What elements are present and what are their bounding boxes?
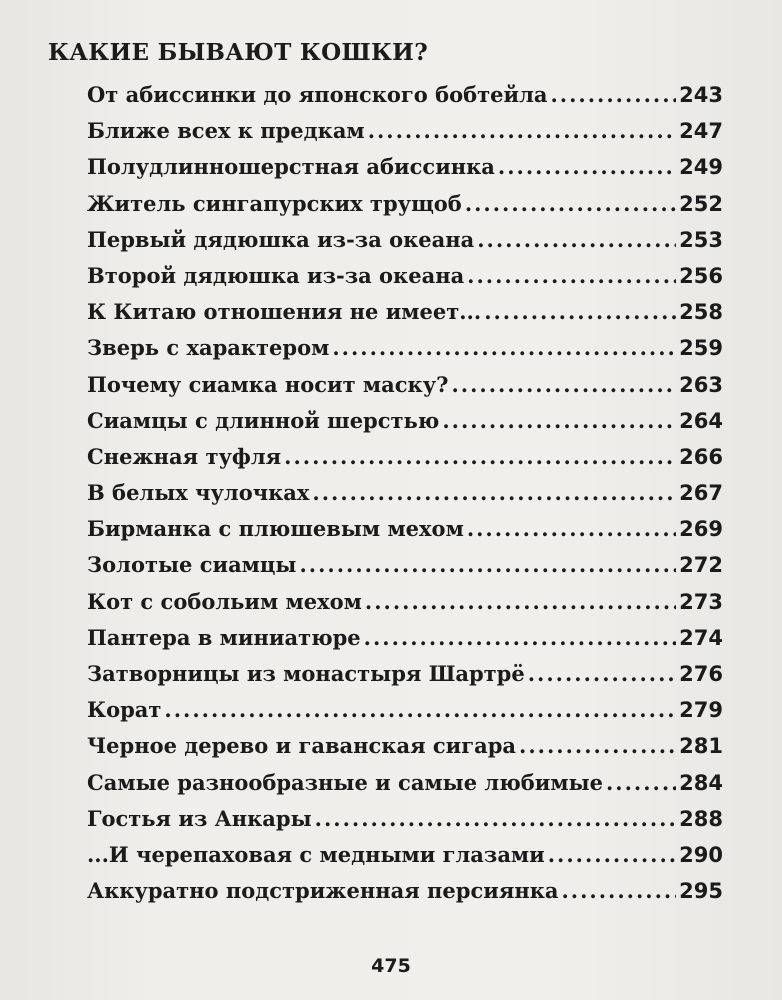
toc-entry — [87, 403, 723, 439]
toc-entry-page: 267 — [679, 481, 723, 506]
toc-entry-page: 258 — [679, 300, 723, 325]
dot-leader — [315, 801, 677, 837]
toc-entry-title: Корат — [87, 697, 162, 723]
toc-entry-page: 274 — [679, 625, 723, 650]
section-heading: КАКИЕ БЫВАЮТ КОШКИ? — [48, 39, 428, 66]
page-number: 475 — [371, 955, 411, 977]
toc-entry-title: Житель сингапурских трущоб — [87, 190, 462, 216]
toc-entry-title: Снежная туфля — [87, 443, 282, 469]
toc-entry-page: 269 — [679, 517, 723, 542]
toc-entry — [87, 294, 723, 330]
dot-leader — [606, 765, 676, 801]
toc-entry-page: 290 — [679, 842, 723, 867]
dot-leader — [284, 439, 676, 475]
toc-entry-page: 256 — [679, 263, 723, 288]
toc-entry — [87, 186, 723, 222]
toc-entry — [87, 439, 723, 475]
toc-entry-page: 247 — [679, 119, 723, 144]
toc-entry-page: 281 — [679, 734, 723, 759]
toc-entry — [87, 258, 723, 294]
dot-leader — [164, 692, 676, 728]
toc-entry-title: Бирманка с плюшевым мехом — [87, 516, 464, 542]
dot-leader — [467, 511, 676, 547]
dot-leader — [368, 113, 676, 149]
toc-entry — [87, 222, 723, 258]
dot-leader — [561, 873, 676, 909]
toc-entry-title: Ближе всех к предкам — [87, 118, 365, 144]
dot-leader — [528, 656, 676, 692]
dot-leader — [519, 728, 676, 764]
dot-leader — [550, 77, 676, 113]
toc-entry-title: Самые разнообразные и самые любимые — [87, 769, 603, 795]
dot-leader — [451, 367, 676, 403]
toc-entry-page: 249 — [679, 155, 723, 180]
toc-entry-page: 243 — [679, 83, 723, 107]
toc-entry-title: Кот с собольим мехом — [87, 588, 362, 614]
toc-entry-title: Пантера в миниатюре — [87, 624, 361, 650]
table-of-contents — [87, 77, 723, 909]
toc-entry-page: 259 — [679, 336, 723, 361]
toc-entry-title: Черное дерево и гаванская сигара — [87, 733, 517, 759]
dot-leader — [442, 403, 676, 439]
toc-entry — [87, 113, 723, 149]
toc-entry-page: 288 — [679, 806, 723, 831]
toc-entry — [87, 656, 723, 692]
toc-entry-title: К Китаю отношения не имеет... — [87, 299, 482, 325]
toc-entry-page: 252 — [679, 191, 723, 216]
toc-entry — [87, 584, 723, 620]
toc-entry-page: 276 — [679, 662, 723, 686]
toc-entry — [87, 728, 723, 764]
toc-entry — [87, 692, 723, 728]
dot-leader — [299, 547, 676, 583]
toc-entry-page: 263 — [679, 372, 723, 397]
dot-leader — [465, 186, 676, 222]
toc-entry-title: В белых чулочках — [87, 480, 310, 506]
toc-entry — [87, 873, 723, 909]
toc-entry-title: Золотые сиамцы — [87, 552, 297, 578]
dot-leader — [332, 330, 676, 366]
toc-entry-page: 272 — [679, 553, 723, 578]
toc-entry-title: Затворницы из монастыря Шартрё — [87, 661, 525, 686]
dot-leader — [484, 294, 676, 330]
toc-entry-page: 273 — [679, 589, 723, 614]
toc-entry-page: 266 — [679, 444, 723, 469]
dot-leader — [498, 149, 676, 185]
toc-entry — [87, 547, 723, 583]
toc-entry — [87, 837, 723, 873]
dot-leader — [467, 258, 676, 294]
toc-entry — [87, 511, 723, 547]
dot-leader — [548, 837, 676, 873]
toc-entry-title: От абиссинки до японского бобтейла — [87, 82, 548, 107]
toc-entry-page: 295 — [679, 879, 723, 904]
toc-entry-page: 284 — [679, 770, 723, 795]
toc-entry — [87, 475, 723, 511]
dot-leader — [312, 475, 676, 511]
toc-entry — [87, 801, 723, 837]
toc-entry-title: Почему сиамка носит маску? — [87, 371, 449, 397]
dot-leader — [477, 222, 676, 258]
toc-entry — [87, 765, 723, 801]
dot-leader — [365, 584, 676, 620]
toc-entry — [87, 149, 723, 185]
toc-entry-title: Полудлинношерстная абиссинка — [87, 154, 495, 180]
toc-entry-title: Аккуратно подстриженная персиянка — [87, 878, 559, 904]
toc-entry — [87, 330, 723, 366]
toc-entry-title: Зверь с характером — [87, 335, 330, 361]
toc-entry-title: Гостья из Анкары — [87, 805, 312, 831]
toc-entry — [87, 77, 723, 113]
toc-entry-page: 253 — [679, 227, 723, 252]
toc-entry-title: ...И черепаховая с медными глазами — [87, 841, 545, 867]
toc-entry-title: Первый дядюшка из-за океана — [87, 226, 475, 252]
toc-entry-page: 279 — [679, 698, 723, 723]
toc-entry-page: 264 — [679, 408, 723, 433]
toc-entry — [87, 620, 723, 656]
toc-entry-title: Сиамцы с длинной шерстью — [87, 407, 440, 433]
toc-entry-title: Второй дядюшка из-за океана — [87, 262, 465, 288]
dot-leader — [364, 620, 677, 656]
toc-entry — [87, 367, 723, 403]
